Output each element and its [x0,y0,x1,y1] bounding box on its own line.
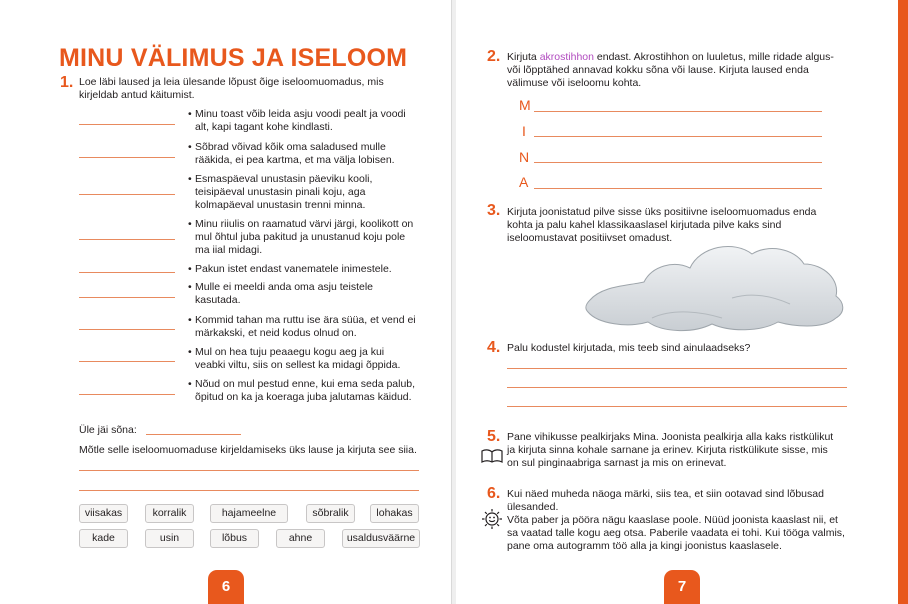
bullet: • [188,346,192,358]
sentence-1: • Minu toast võib leida asju voodi pealt ja voodi alt, kapi tagant kohe kindlasti. [188,108,406,133]
answer-line-8[interactable] [79,361,175,362]
sentence-3: • Esmaspäeval unustasin päeviku kooli, teisipäeval unustasin pinali koju, aga kolmapäeval unustasin trenni minna. [188,173,373,211]
task-5-line-1: Pane vihikusse pealkirjaks Mina. Joonista pealkirja alla kaks ristkülikut [507,431,834,443]
task-2-line-2: või lõpptähed annavad kokku sõna või lause. Kirjuta laused enda [507,64,809,76]
task-2-line-1: Kirjuta akrostihhon endast. Akrostihhon on luuletus, mille ridade algus- [507,51,834,63]
task-2-line-3: välimuse või iseloomu kohta. [507,77,642,89]
task-3-line-3: iseloomustavat positiivset omadust. [507,232,673,244]
leftover-word-label: Üle jäi sõna: [79,424,137,436]
acrostic-letter-a: A [519,174,529,190]
sentence-5: • Pakun istet endast vanematele inimestele. [188,263,392,275]
word-box: viisakas [79,504,128,523]
word-box: korralik [145,504,194,523]
task-5-line-2: ja kirjuta sinna kohale sarnane ja erinev. Kirjuta ristkülikute sisse, mis [507,444,828,456]
task-5-line-3: on sul pinginaabriga sarnast ja mis on erinevat. [507,457,727,469]
answer-line-1[interactable] [79,124,175,125]
sentence-7: • Kommid tahan ma ruttu ise ära süüa, et vend ei märkakski, et neid kodus olnud on. [188,314,416,339]
acrostic-letter-i: I [522,123,526,139]
bullet: • [188,173,192,185]
task-4-answer-line-2[interactable] [507,387,847,388]
bullet: • [188,281,192,293]
acrostic-line-2[interactable] [534,136,822,137]
smiley-sun-icon [481,508,503,530]
word-box: lõbus [210,529,259,548]
acrostic-letter-n: N [519,149,530,165]
think-instruction: Mõtle selle iseloomuomaduse kirjeldamiseks üks lause ja kirjuta see siia. [79,444,417,456]
bullet: • [188,314,192,326]
sentence-line-2[interactable] [79,490,419,491]
answer-line-2[interactable] [79,157,175,158]
task-1-instruction-line-1: Loe läbi laused ja leia ülesande lõpust õige iseloomuomadus, mis [79,76,384,88]
acrostic-line-1[interactable] [534,111,822,112]
word-box: lohakas [370,504,419,523]
page-number-left: 6 [208,570,244,604]
task-6-number: 6. [487,485,501,502]
word-box: kade [79,529,128,548]
word-box: ahne [276,529,325,548]
bullet: • [188,263,192,275]
task-6-line-5: pane oma autogramm töö alla ja kingi joonistus kaaslasele. [507,540,782,552]
task-4-line: Palu kodustel kirjutada, mis teeb sind ainulaadseks? [507,342,751,354]
word-box: usaldusväärne [342,529,420,548]
sentence-line-1[interactable] [79,470,419,471]
acrostic-term: akrostihhon [539,51,594,63]
bullet: • [188,218,192,230]
word-box: sõbralik [306,504,355,523]
book-icon [481,449,503,463]
word-box: hajameelne [210,504,288,523]
answer-line-3[interactable] [79,194,175,195]
task-1-number: 1. [60,74,74,91]
sentence-8: • Mul on hea tuju peaaegu kogu aeg ja kui veabki viltu, siis on sellest ka midagi õppida. [188,346,401,371]
task-4-answer-line-1[interactable] [507,368,847,369]
word-box: usin [145,529,194,548]
acrostic-line-3[interactable] [534,162,822,163]
page-title: MINU VÄLIMUS JA ISELOOM [59,44,408,72]
page-edge-bar [898,0,908,604]
sentence-2: • Sõbrad võivad kõik oma saladused mulle rääkida, ei pea kartma, et ma välja lobisen. [188,141,395,166]
sentence-6: • Mulle ei meeldi anda oma asju teistele kasutada. [188,281,374,306]
task-6-line-2: ülesanded. [507,501,559,513]
leftover-word-line[interactable] [146,434,241,435]
task-6-line-4: sa vaatad talle kogu aeg otsa. Paberile vaadata ei tohi. Kui tööga valmis, [507,527,845,539]
sentence-9: • Nõud on mul pestud enne, kui ema seda palub, õpitud on ka ja koeraga juba jalutamas käidud. [188,378,416,403]
task-3-line-1: Kirjuta joonistatud pilve sisse üks positiivne iseloomuomadus enda [507,206,817,218]
page-number-right: 7 [664,570,700,604]
acrostic-line-4[interactable] [534,188,822,189]
answer-line-7[interactable] [79,329,175,330]
task-4-answer-line-3[interactable] [507,406,847,407]
sentence-4: • Minu riiulis on raamatud värvi järgi, koolikott on mul õhtul juba pakitud ja unustanud koju pole ma iial midagi. [188,218,414,256]
bullet: • [188,378,192,390]
task-6-line-1: Kui näed muheda näoga märki, siis tea, et siin ootavad sind lõbusad [507,488,824,500]
answer-line-6[interactable] [79,297,175,298]
task-5-number: 5. [487,428,501,445]
bullet: • [188,108,192,120]
answer-line-4[interactable] [79,239,175,240]
task-4-number: 4. [487,339,501,356]
answer-line-9[interactable] [79,394,175,395]
cloud-illustration[interactable] [582,238,850,336]
task-6-line-3: Võta paber ja pööra nägu kaaslase poole. Nüüd joonista kaaslast nii, et [507,514,838,526]
left-page [0,0,452,604]
task-3-line-2: kohta ja palu kahel klassikaaslasel kirjutada pilve kaks sind [507,219,782,231]
task-1-instruction-line-2: kirjeldab antud käitumist. [79,89,195,101]
task-3-number: 3. [487,202,501,219]
acrostic-letter-m: M [519,97,531,113]
answer-line-5[interactable] [79,272,175,273]
task-2-number: 2. [487,48,501,65]
bullet: • [188,141,192,153]
